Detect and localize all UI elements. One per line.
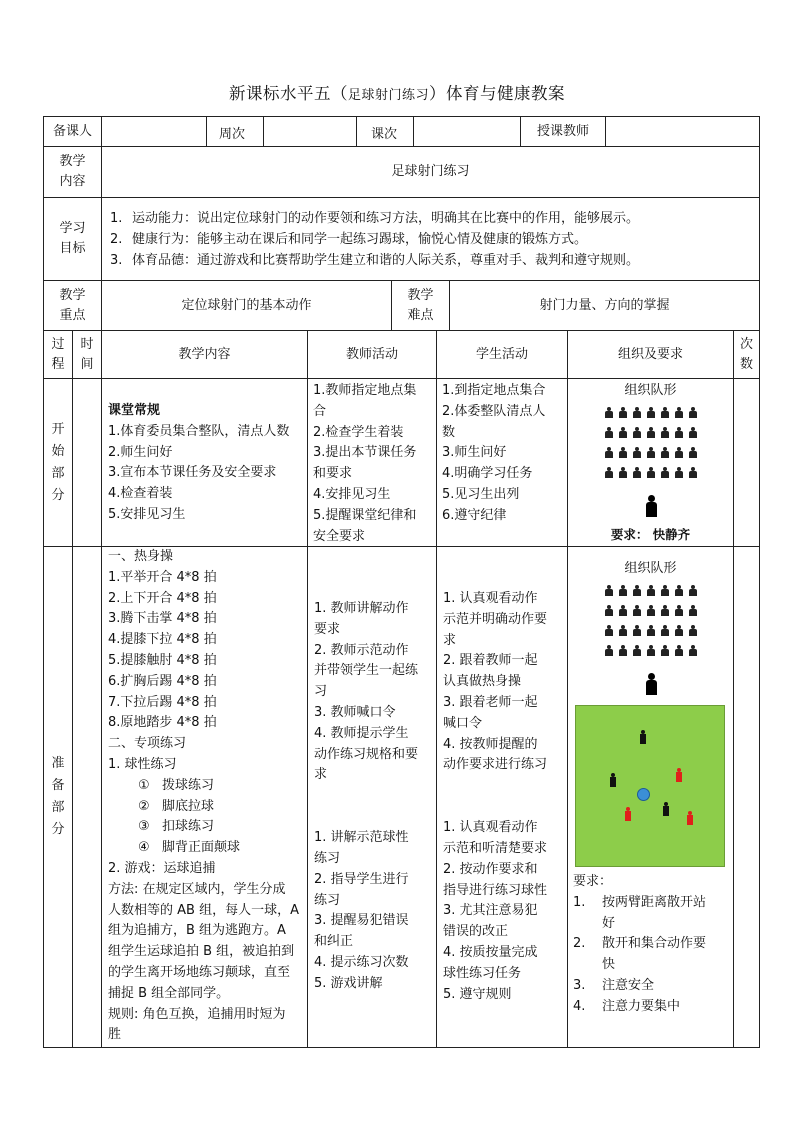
practice-field [575, 705, 725, 867]
week-label: 周次 [207, 117, 264, 147]
black-player-icon [640, 730, 646, 744]
red-player-icon [687, 811, 693, 825]
prep-content: 一、热身操 1.平举开合 4*8 拍 2.上下开合 4*8 拍 3.腾下击掌 4*8 拍 4.提膝下拉 4*8 拍 5.提膝触肘 4*8 拍 6.扩胸后踢 4*8 拍 7.下拉后踢 4*8 拍 8.原地踏步 4*8 拍 二、专项练习 1. 球性练习 ① 拨球练习 ② 脚底拉球 ③ 扣球练习 ④ 脚背正面颠球 2. 游戏：运球追捕 方法: 在规定区域内，学生分成 人数相等的 AB 组，每人一球，A 组为追捕方，B 组为逃跑方。A 组学生运球追拍 B 组，被追拍到 的学生离开场地练习颠球，直至 捕捉 B 组全部同学。 规则: 角色互换，追捕用时短为 胜 [102, 547, 308, 1048]
week-value [264, 117, 357, 147]
difficulty-value: 射门力量、方向的掌握 [450, 281, 760, 331]
start-student-activity: 1.到指定地点集合 2.体委整队清点人 数 3.师生问好 4.明确学习任务 5.见习生出列 6.遵守纪律 [437, 379, 568, 547]
student-formation [568, 403, 733, 483]
teacher-figure-icon [645, 495, 657, 517]
red-player-icon [625, 807, 631, 821]
lesson-label: 课次 [357, 117, 414, 147]
start-section-label: 开 始 部 分 [44, 379, 73, 547]
prep-section-label: 准 备 部 分 [44, 547, 73, 1048]
start-organization [568, 379, 734, 547]
student-formation [568, 581, 733, 661]
prep-organization [568, 547, 734, 1048]
drill-item: ③ 扣球练习 [138, 819, 215, 835]
goals-list [102, 198, 760, 281]
time-header: 时 间 [73, 331, 102, 379]
goal-item: 1. 运动能力：说出定位球射门的动作要领和练习方法，明确其在比赛中的作用，能够展示。 [110, 211, 640, 226]
drill-item: ① 拨球练习 [138, 777, 215, 793]
content-label: 教学 内容 [44, 147, 102, 198]
organization-header: 组织及要求 [568, 331, 734, 379]
goals-label: 学习 目标 [44, 198, 102, 281]
start-count [734, 379, 760, 547]
page-title: 新课标水平五（足球射门练习）体育与健康教案 [228, 84, 565, 103]
key-point-label: 教学 重点 [44, 281, 102, 331]
process-header: 过 程 [44, 331, 73, 379]
goal-item: 2. 健康行为：能够主动在课后和同学一起练习踢球，愉悦心情及健康的锻炼方式。 [110, 231, 588, 247]
red-player-icon [676, 768, 682, 782]
drill-item: ④ 脚背正面颠球 [138, 840, 241, 856]
lesson-value [414, 117, 521, 147]
key-point-value: 定位球射门的基本动作 [102, 281, 392, 331]
student-activity-header: 学生活动 [437, 331, 568, 379]
count-header: 次 数 [734, 331, 760, 379]
difficulty-label: 教学 难点 [392, 281, 450, 331]
teacher-activity-header: 教师活动 [308, 331, 437, 379]
black-player-icon [663, 802, 669, 816]
content-value: 足球射门练习 [102, 147, 760, 198]
goal-item: 3. 体育品德：通过游戏和比赛帮助学生建立和谐的人际关系，尊重对手、裁判和遵守规则。 [110, 252, 640, 268]
prep-teacher-activity: 1. 教师讲解动作 要求 2. 教师示范动作 并带领学生一起练 习 3. 教师喊口令 4. 教师提示学生 动作练习规格和要 求 1. 讲解示范球性 练习 2. 指导学生进行 练习 3. 提醒易犯错误 和纠正 4. 提示练习次数 5. 游戏讲解 [308, 547, 437, 1048]
prep-count [734, 547, 760, 1048]
preparer-value [102, 117, 207, 147]
teacher-value [606, 117, 760, 147]
start-org-title: 组织队形 [624, 383, 677, 398]
prep-time [73, 547, 102, 1048]
prep-org-title: 组织队形 [624, 561, 677, 576]
start-content: 课堂常规 1.体育委员集合整队，清点人数 2.师生问好 3.宣布本节课任务及安全要求 4.检查着装 5.安排见习生 [102, 379, 308, 547]
football-icon [637, 788, 650, 801]
start-time [73, 379, 102, 547]
prep-requirements: 要求： 1. 按两臂距离散开站 好 2. 散开和集合动作要 快 3. 注意安全 4. 注意力要集中 [573, 874, 707, 1014]
drill-item: ② 脚底拉球 [138, 798, 215, 814]
start-teacher-activity: 1.教师指定地点集 合 2.检查学生着装 3.提出本节课任务 和要求 4.安排见习生 5.提醒课堂纪律和 安全要求 [308, 379, 437, 547]
preparer-label: 备课人 [44, 117, 102, 147]
lesson-plan-table [43, 116, 760, 1048]
start-org-requirement: 要求： 快静齐 [610, 527, 691, 542]
content-header: 教学内容 [102, 331, 308, 379]
black-player-icon [610, 773, 616, 787]
teacher-figure-icon [645, 673, 657, 695]
prep-student-activity: 1. 认真观看动作 示范并明确动作要 求 2. 跟着教师一起 认真做热身操 3. 跟着老师一起 喊口令 4. 按教师提醒的 动作要求进行练习 1. 认真观看动作 示范和听清楚要求 2. 按动作要求和 指导进行练习球性 3. 尤其注意易犯 错误的改正 4. 按质按量完成 球性练习任务 5. 遵守规则 [437, 547, 568, 1048]
teacher-label: 授课教师 [521, 117, 606, 147]
